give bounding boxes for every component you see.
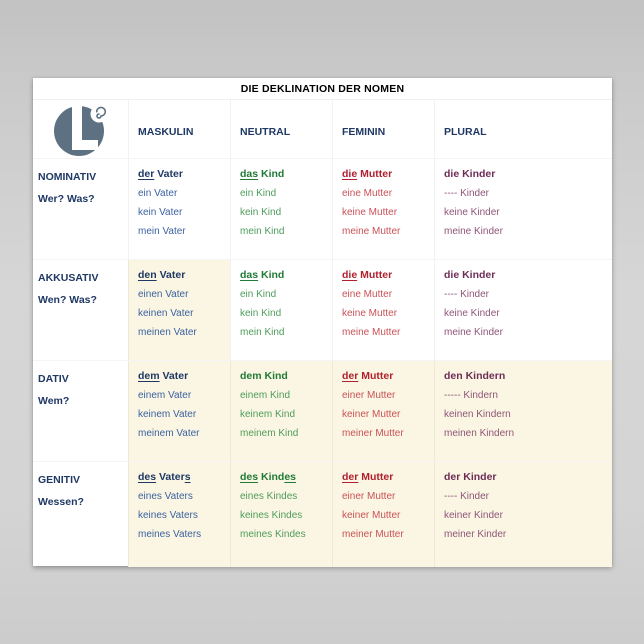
genitiv-maskulin-cell bbox=[128, 462, 230, 567]
table-row-nominativ bbox=[33, 158, 612, 259]
dativ-maskulin-cell bbox=[128, 361, 230, 461]
logo-cell bbox=[33, 100, 128, 158]
article-form-bold bbox=[342, 367, 434, 386]
declined-form: meine Kinder bbox=[444, 327, 503, 338]
declined-form: meines Vaters bbox=[138, 529, 202, 540]
ending-underlined: des bbox=[240, 471, 259, 483]
word-part: Kind bbox=[258, 471, 285, 483]
genitiv-feminin-cell bbox=[332, 462, 434, 567]
ending-underlined: die bbox=[342, 168, 358, 180]
word-part: Vater bbox=[159, 370, 189, 382]
case-question: Wen? Was? bbox=[38, 294, 97, 306]
declined-form: mein Vater bbox=[138, 226, 186, 237]
declined-form: keinen Vater bbox=[138, 308, 194, 319]
case-label-cell bbox=[33, 159, 128, 259]
case-name: AKKUSATIV bbox=[38, 272, 99, 284]
word-part: Mutter bbox=[358, 471, 394, 483]
declined-form: ein Kind bbox=[240, 289, 277, 300]
article-form-bold bbox=[138, 367, 230, 386]
article-form-bold bbox=[138, 468, 230, 487]
akkusativ-neutral-cell bbox=[230, 260, 332, 360]
declined-form: keine Kinder bbox=[444, 308, 500, 319]
poster-title: DIE DEKLINATION DER NOMEN bbox=[33, 78, 612, 100]
ending-underlined: der bbox=[342, 370, 359, 382]
declined-form: keiner Mutter bbox=[342, 409, 401, 420]
declined-form: einem Vater bbox=[138, 390, 192, 401]
article-form-bold bbox=[444, 165, 612, 184]
dativ-plural-cell bbox=[434, 361, 612, 461]
declined-form: mein Kind bbox=[240, 226, 285, 237]
declined-form: keines Kindes bbox=[240, 510, 303, 521]
declined-form: keine Mutter bbox=[342, 308, 398, 319]
declined-form: keinem Kind bbox=[240, 409, 296, 420]
declined-form: kein Kind bbox=[240, 207, 282, 218]
declined-form: meinem Vater bbox=[138, 428, 200, 439]
article-form-bold bbox=[342, 468, 434, 487]
article-form-bold bbox=[138, 266, 230, 285]
word-part: Kind bbox=[258, 168, 285, 180]
declined-form: keiner Kinder bbox=[444, 510, 503, 521]
ending-underlined: den bbox=[138, 269, 157, 281]
nominativ-maskulin-cell bbox=[128, 159, 230, 259]
declined-form: eine Mutter bbox=[342, 188, 393, 199]
akkusativ-maskulin-cell bbox=[128, 260, 230, 360]
article-form-bold bbox=[444, 266, 612, 285]
table-row-akkusativ bbox=[33, 259, 612, 360]
declined-form: meines Kindes bbox=[240, 529, 306, 540]
declined-form: meinem Kind bbox=[240, 428, 299, 439]
declined-form: kein Vater bbox=[138, 207, 183, 218]
ending-underlined: der bbox=[342, 471, 359, 483]
akkusativ-plural-cell bbox=[434, 260, 612, 360]
table-row-genitiv bbox=[33, 461, 612, 567]
article-form-bold bbox=[138, 165, 230, 184]
declension-poster bbox=[33, 78, 612, 566]
case-name: DATIV bbox=[38, 373, 69, 385]
ending-underlined: das bbox=[240, 168, 259, 180]
article-form-bold bbox=[240, 367, 332, 386]
declined-form: ein Kind bbox=[240, 188, 277, 199]
genitiv-plural-cell bbox=[434, 462, 612, 567]
declined-form: einen Vater bbox=[138, 289, 189, 300]
word-part: Kind bbox=[258, 269, 285, 281]
nominativ-plural-cell bbox=[434, 159, 612, 259]
article-form-bold bbox=[240, 266, 332, 285]
declined-form: eines Kindes bbox=[240, 491, 298, 502]
declined-form: keinem Vater bbox=[138, 409, 197, 420]
declined-form: ---- Kinder bbox=[444, 289, 490, 300]
declined-form: ---- Kinder bbox=[444, 491, 490, 502]
declined-form: meine Mutter bbox=[342, 226, 401, 237]
ending-underlined: des bbox=[138, 471, 157, 483]
column-header-feminin: FEMININ bbox=[332, 100, 434, 158]
genitiv-neutral-cell bbox=[230, 462, 332, 567]
word-part: Mutter bbox=[357, 269, 393, 281]
declined-form: keinen Kindern bbox=[444, 409, 511, 420]
declined-form: meiner Mutter bbox=[342, 428, 404, 439]
word-part: die Kinder bbox=[444, 269, 496, 281]
article-form-bold bbox=[240, 165, 332, 184]
article-form-bold bbox=[444, 468, 612, 487]
article-form-bold bbox=[444, 367, 612, 386]
case-label-cell bbox=[33, 462, 128, 567]
ending-underlined: s bbox=[184, 471, 191, 483]
declined-form: keines Vaters bbox=[138, 510, 198, 521]
brand-logo-icon bbox=[52, 102, 110, 158]
word-part: Mutter bbox=[357, 168, 393, 180]
column-header-maskulin: MASKULIN bbox=[128, 100, 230, 158]
nominativ-neutral-cell bbox=[230, 159, 332, 259]
case-label-cell bbox=[33, 260, 128, 360]
ending-underlined: das bbox=[240, 269, 259, 281]
ending-underlined: die bbox=[342, 269, 358, 281]
case-question: Wem? bbox=[38, 395, 70, 407]
declined-form: meine Kinder bbox=[444, 226, 503, 237]
article-form-bold bbox=[342, 266, 434, 285]
declined-form: meinen Kindern bbox=[444, 428, 515, 439]
column-header-plural: PLURAL bbox=[434, 100, 612, 158]
word-part: die Kinder bbox=[444, 168, 496, 180]
declined-form: eine Mutter bbox=[342, 289, 393, 300]
declined-form: einer Mutter bbox=[342, 390, 396, 401]
article-form-bold bbox=[240, 468, 332, 487]
declension-table bbox=[33, 100, 612, 567]
word-part: Mutter bbox=[358, 370, 394, 382]
nominativ-feminin-cell bbox=[332, 159, 434, 259]
case-question: Wer? Was? bbox=[38, 193, 95, 205]
ending-underlined: der bbox=[138, 168, 155, 180]
dativ-feminin-cell bbox=[332, 361, 434, 461]
declined-form: mein Kind bbox=[240, 327, 285, 338]
case-name: NOMINATIV bbox=[38, 171, 97, 183]
declined-form: einer Mutter bbox=[342, 491, 396, 502]
article-form-bold bbox=[342, 165, 434, 184]
table-row-dativ bbox=[33, 360, 612, 461]
declined-form: ein Vater bbox=[138, 188, 178, 199]
declined-form: kein Kind bbox=[240, 308, 282, 319]
declined-form: ----- Kindern bbox=[444, 390, 498, 401]
case-label-cell bbox=[33, 361, 128, 461]
word-part: der Kinder bbox=[444, 471, 497, 483]
declined-form: keine Mutter bbox=[342, 207, 398, 218]
declined-form: meinen Vater bbox=[138, 327, 197, 338]
case-question: Wessen? bbox=[38, 496, 84, 508]
word-part: Vater bbox=[156, 471, 185, 483]
word-part: dem Kind bbox=[240, 370, 288, 382]
declined-form: ---- Kinder bbox=[444, 188, 490, 199]
declined-form: keine Kinder bbox=[444, 207, 500, 218]
declined-form: keiner Mutter bbox=[342, 510, 401, 521]
word-part: Vater bbox=[154, 168, 183, 180]
table-header-row bbox=[33, 100, 612, 158]
ending-underlined: es bbox=[284, 471, 297, 483]
declined-form: eines Vaters bbox=[138, 491, 193, 502]
column-header-neutral: NEUTRAL bbox=[230, 100, 332, 158]
declined-form: einem Kind bbox=[240, 390, 291, 401]
ending-underlined: dem bbox=[138, 370, 160, 382]
dativ-neutral-cell bbox=[230, 361, 332, 461]
declined-form: meiner Kinder bbox=[444, 529, 507, 540]
declined-form: meine Mutter bbox=[342, 327, 401, 338]
word-part: Vater bbox=[156, 269, 186, 281]
case-name: GENITIV bbox=[38, 474, 81, 486]
declined-form: meiner Mutter bbox=[342, 529, 404, 540]
akkusativ-feminin-cell bbox=[332, 260, 434, 360]
word-part: den Kindern bbox=[444, 370, 506, 382]
